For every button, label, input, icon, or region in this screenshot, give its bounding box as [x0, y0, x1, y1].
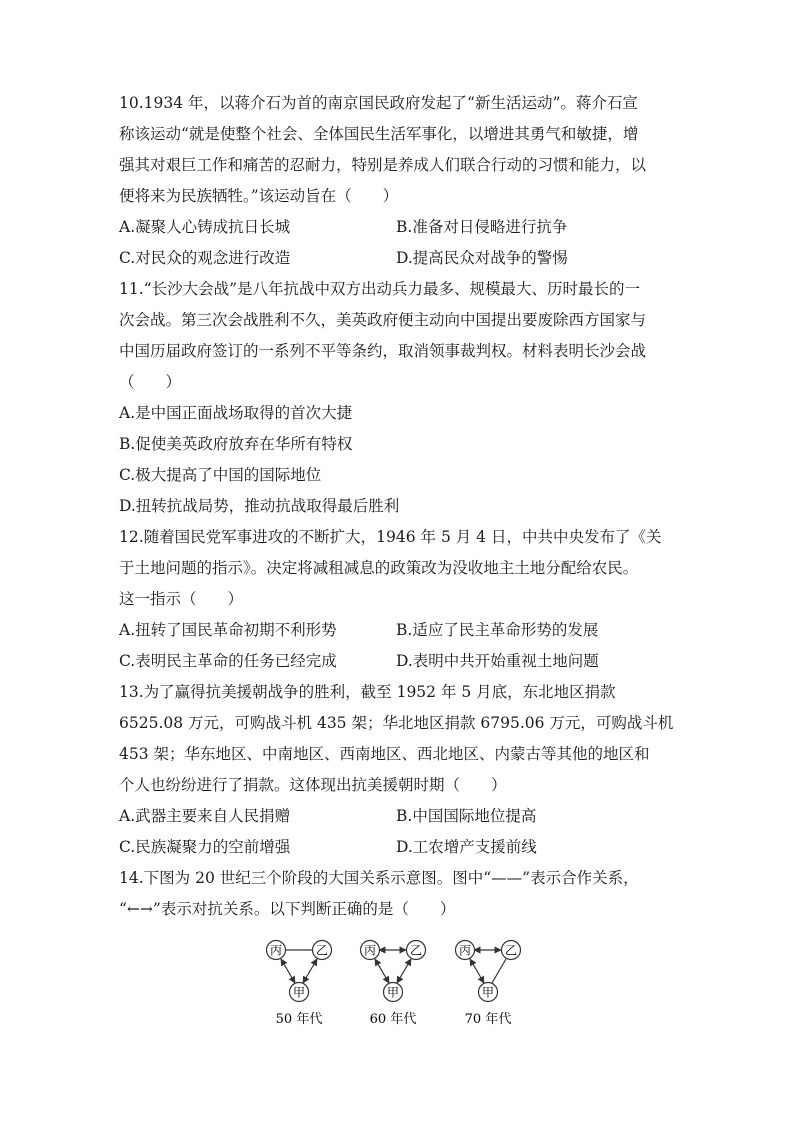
confrontation-arrow [470, 959, 484, 983]
question-text: 13.为了赢得抗美援朝战争的胜利，截至 1952 年 5 月底，东北地区捐款 [119, 683, 616, 701]
option-d[interactable]: D.扭转抗战局势，推动抗战取得最后胜利 [119, 497, 400, 515]
diagram-panel-60s [361, 941, 426, 1028]
option-row [119, 646, 689, 677]
node-yi: 乙 [504, 943, 518, 958]
option-row [119, 243, 689, 274]
option-a[interactable]: A.凝聚人心铸成抗日长城 [119, 218, 291, 236]
confrontation-arrow [375, 959, 389, 983]
question-text: 强其对艰巨工作和痛苦的忍耐力，特别是养成人们联合行动的习惯和能力，以 [119, 156, 647, 174]
node-yi: 乙 [409, 943, 423, 958]
option-row [119, 801, 689, 832]
question-text: 便将来为民族牺牲。”该运动旨在（ ） [119, 187, 399, 205]
question-text: “←→”表示对抗关系。以下判断正确的是（ ） [119, 900, 456, 918]
question-list [119, 88, 689, 925]
question-text: （ ） [119, 373, 182, 391]
question-13 [119, 677, 689, 863]
option-d[interactable]: D.提高民众对战争的警惕 [396, 249, 568, 267]
node-jia: 甲 [386, 985, 400, 1000]
question-text: 个人也纷纷进行了捐款。这体现出抗美援朝时期（ ） [119, 776, 507, 794]
question-text: 6525.08 万元，可购战斗机 435 架；华北地区捐款 6795.06 万元，可购战斗机 [119, 714, 674, 732]
question-14 [119, 863, 689, 925]
question-text: 12.随着国民党军事进攻的不断扩大，1946 年 5 月 4 日，中共中央发布了《关 [119, 528, 662, 546]
confrontation-arrow [303, 959, 317, 983]
question-text: 这一指示（ ） [119, 590, 244, 608]
option-c[interactable]: C.民族凝聚力的空前增强 [119, 838, 291, 856]
node-jia: 甲 [292, 985, 306, 1000]
question-12 [119, 522, 689, 677]
option-c[interactable]: C.极大提高了中国的国际地位 [119, 466, 322, 484]
relations-diagram [258, 930, 538, 1030]
question-text: 10.1934 年，以蒋介石为首的南京国民政府发起了“新生活运动”。蒋介石宣 [119, 94, 638, 112]
option-a[interactable]: A.武器主要来自人民捐赠 [119, 807, 291, 825]
caption-60s: 60 年代 [369, 1012, 417, 1027]
node-bing: 丙 [363, 943, 377, 958]
question-text: 11.“长沙大会战”是八年抗战中双方出动兵力最多、规模最大、历时最长的一 [119, 280, 641, 298]
option-a[interactable]: A.扭转了国民革命初期不利形势 [119, 621, 337, 639]
confrontation-arrow [397, 959, 411, 983]
question-11 [119, 274, 689, 522]
option-c[interactable]: C.表明民主革命的任务已经完成 [119, 652, 337, 670]
question-text: 中国历届政府签订的一系列不平等条约，取消领事裁判权。材料表明长沙会战 [119, 342, 647, 360]
option-b[interactable]: B.准备对日侵略进行抗争 [396, 218, 568, 236]
question-text: 453 架；华东地区、中南地区、西南地区、西北地区、内蒙古等其他的地区和 [119, 745, 650, 763]
option-b[interactable]: B.中国国际地位提高 [396, 807, 537, 825]
node-yi: 乙 [315, 943, 329, 958]
option-row [119, 832, 689, 863]
question-text: 14.下图为 20 世纪三个阶段的大国关系示意图。图中“——”表示合作关系， [119, 869, 639, 887]
option-c[interactable]: C.对民众的观念进行改造 [119, 249, 291, 267]
option-a[interactable]: A.是中国正面战场取得的首次大捷 [119, 404, 353, 422]
option-b[interactable]: B.适应了民主革命形势的发展 [396, 621, 599, 639]
question-10 [119, 88, 689, 274]
question-text: 于土地问题的指示》。决定将减租减息的政策改为没收地主土地分配给农民。 [119, 559, 639, 577]
option-d[interactable]: D.表明中共开始重视土地问题 [396, 652, 599, 670]
node-jia: 甲 [481, 985, 495, 1000]
caption-50s: 50 年代 [275, 1012, 323, 1027]
diagram-panel-70s [456, 941, 521, 1028]
option-d[interactable]: D.工农增产支援前线 [396, 838, 537, 856]
caption-70s: 70 年代 [464, 1012, 512, 1027]
diagram-panel-50s [267, 941, 332, 1028]
node-bing: 丙 [458, 943, 472, 958]
option-row [119, 615, 689, 646]
cooperation-line [492, 959, 506, 983]
relations-diagram-svg [258, 930, 538, 1030]
question-text: 称该运动“就是使整个社会、全体国民生活军事化，以增进其勇气和敏捷，增 [119, 125, 639, 143]
question-text: 次会战。第三次会战胜利不久，美英政府便主动向中国提出要废除西方国家与 [119, 311, 647, 329]
node-bing: 丙 [269, 943, 283, 958]
option-row [119, 212, 689, 243]
option-b[interactable]: B.促使美英政府放弃在华所有特权 [119, 435, 353, 453]
confrontation-arrow [281, 959, 295, 983]
